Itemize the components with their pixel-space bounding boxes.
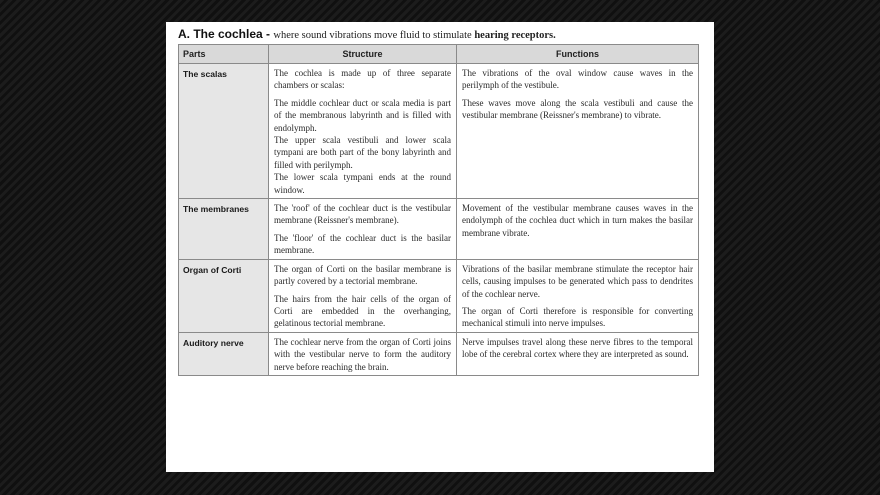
title-heading: A. The cochlea <box>178 27 263 41</box>
structure-text: The upper scala vestibuli and lower scala tympani are both part of the bony labyrinth and filled with perilymph. <box>274 135 451 170</box>
structure-text: The 'floor' of the cochlear duct is the basilar membrane. <box>274 232 451 256</box>
functions-text: Nerve impulses travel along these nerve fibres to the temporal lobe of the cerebral cortex where they are interpreted as sound. <box>462 336 693 360</box>
part-organ-of-corti: Organ of Corti <box>179 259 269 332</box>
structure-text: The lower scala tympani ends at the round window. <box>274 172 451 195</box>
table-header-row <box>179 45 699 64</box>
header-structure: Structure <box>269 45 457 64</box>
header-parts: Parts <box>179 45 269 64</box>
document-page <box>166 22 714 472</box>
header-functions: Functions <box>457 45 699 64</box>
functions-text: These waves move along the scala vestibuli and cause the vestibular membrane (Reissner's membrane) to vibrate. <box>462 97 693 121</box>
structure-text: The cochlea is made up of three separate chambers or scalas: <box>274 68 451 91</box>
part-membranes: The membranes <box>179 199 269 260</box>
structure-text: The middle cochlear duct or scala media is part of the membranous labyrinth and is filled with endolymph. <box>274 97 451 133</box>
table-row <box>179 64 699 199</box>
functions-membranes <box>457 199 699 260</box>
table-row <box>179 199 699 260</box>
structure-text: The 'roof' of the cochlear duct is the vestibular membrane (Reissner's membrane). <box>274 203 451 226</box>
title-description: where sound vibrations move fluid to stimulate <box>273 30 475 41</box>
structure-organ-of-corti <box>269 259 457 332</box>
structure-scalas <box>269 64 457 199</box>
table-row <box>179 332 699 375</box>
structure-text: The cochlear nerve from the organ of Corti joins with the vestibular nerve to form the auditory nerve before reaching the brain. <box>274 336 451 372</box>
functions-scalas <box>457 64 699 199</box>
title-separator: - <box>262 27 274 41</box>
title-emphasis: hearing receptors. <box>474 30 556 41</box>
cochlea-table <box>178 44 699 376</box>
table-row <box>179 259 699 332</box>
functions-organ-of-corti <box>457 259 699 332</box>
part-scalas: The scalas <box>179 64 269 199</box>
structure-auditory-nerve <box>269 332 457 375</box>
document-title <box>178 26 702 43</box>
structure-text: The organ of Corti on the basilar membrane is partly covered by a tectorial membrane. <box>274 263 451 287</box>
functions-text: The vibrations of the oval window cause waves in the perilymph of the vestibule. <box>462 68 693 91</box>
functions-text: Vibrations of the basilar membrane stimulate the receptor hair cells, causing impulses to be generated which pass to dendrites of the cochlear nerve. <box>462 263 693 299</box>
part-auditory-nerve: Auditory nerve <box>179 332 269 375</box>
structure-membranes <box>269 199 457 260</box>
functions-text: Movement of the vestibular membrane causes waves in the endolymph of the cochlea duct which in turn makes the basilar membrane vibrate. <box>462 203 693 238</box>
structure-text: The hairs from the hair cells of the organ of Corti are embedded in the overhanging, gelatinous tectorial membrane. <box>274 293 451 329</box>
functions-text: The organ of Corti therefore is responsible for converting mechanical stimuli into nerve impulses. <box>462 305 693 329</box>
functions-auditory-nerve <box>457 332 699 375</box>
